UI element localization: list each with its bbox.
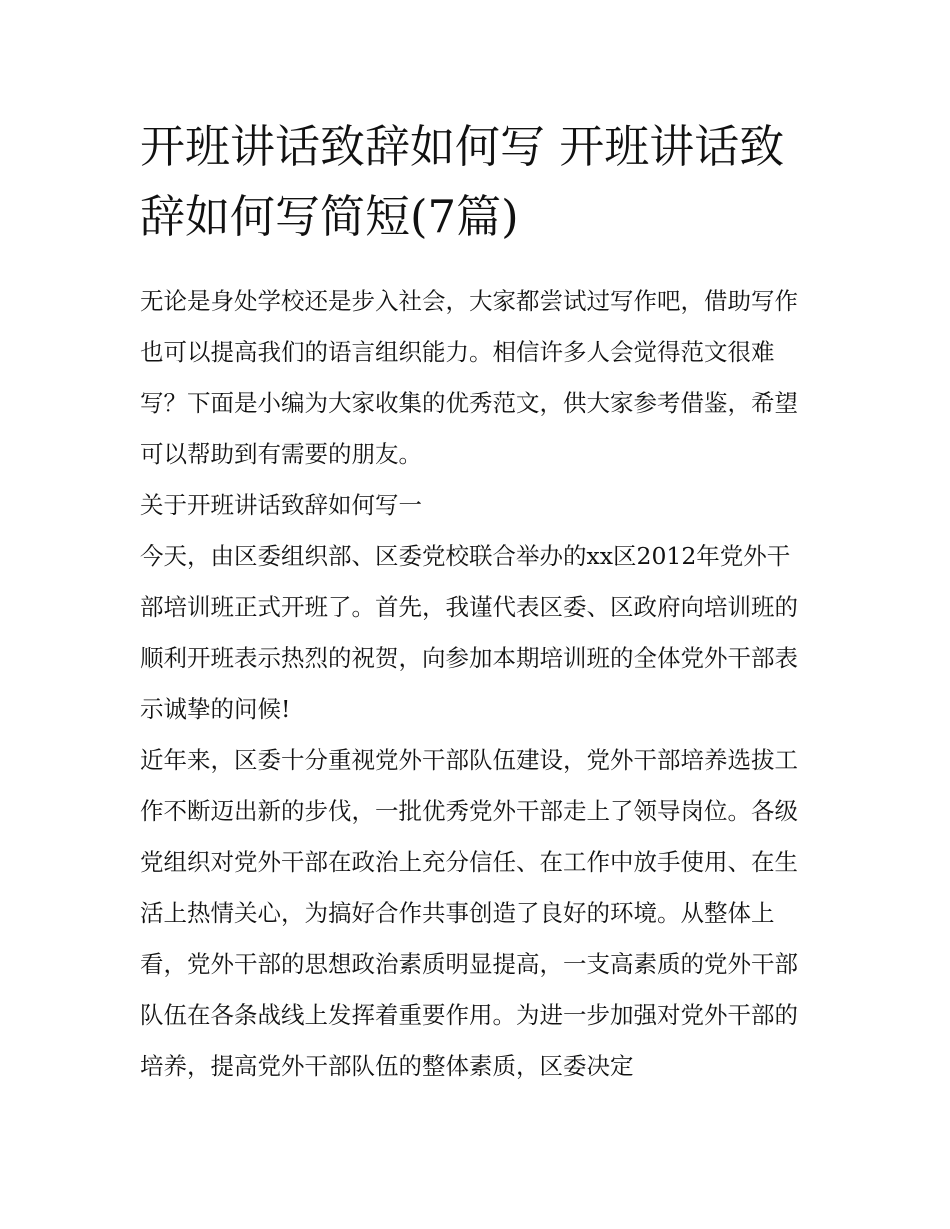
intro-paragraph: 无论是身处学校还是步入社会，大家都尝试过写作吧，借助写作也可以提高我们的语言组织能力。相信许多人会觉得范文很难写？下面是小编为大家收集的优秀范文，供大家参考借鉴，希望可以帮助到有需要的朋友。	[140, 287, 798, 468]
document-content	[140, 112, 812, 1092]
document-title: 开班讲话致辞如何写 开班讲话致辞如何写简短(7篇)	[140, 120, 785, 243]
section-heading: 关于开班讲话致辞如何写一	[140, 491, 422, 519]
body-paragraph-background: 近年来，区委十分重视党外干部队伍建设，党外干部培养选拔工作不断迈出新的步伐，一批优秀党外干部走上了领导岗位。各级党组织对党外干部在政治上充分信任、在工作中放手使用、在生活上热情关心，为搞好合作共事创造了良好的环境。从整体上看，党外干部的思想政治素质明显提高，一支高素质的党外干部队伍在各条战线上发挥着重要作用。为进一步加强对党外干部的培养，提高党外干部队伍的整体素质，区委决定	[140, 746, 798, 1080]
body-paragraph-opening: 今天，由区委组织部、区委党校联合举办的xx区2012年党外干部培训班正式开班了。首先，我谨代表区委、区政府向培训班的顺利开班表示热烈的祝贺，向参加本期培训班的全体党外干部表示诚挚的问候!	[140, 542, 798, 723]
